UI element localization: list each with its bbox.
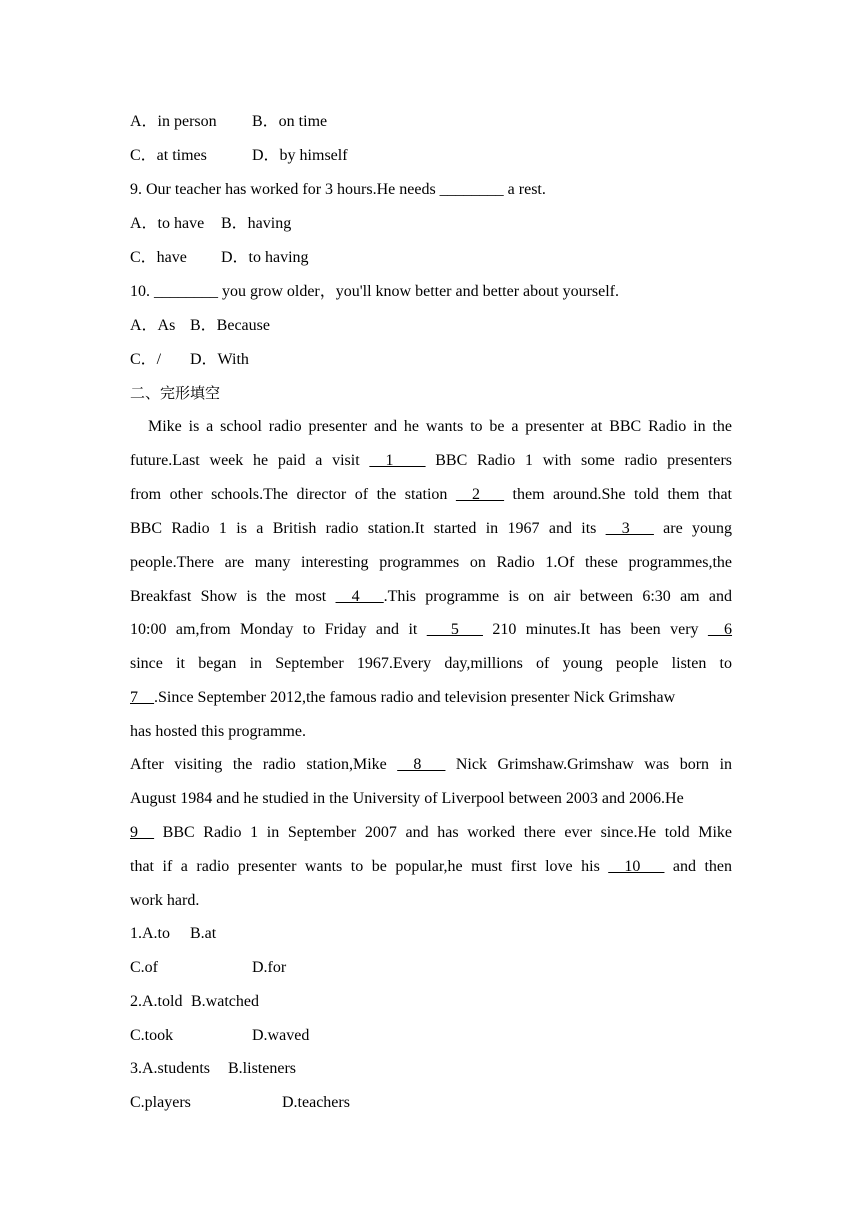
q9-option-a: A．to have (130, 215, 205, 232)
blank-4: __4___ (335, 588, 384, 605)
cloze-2-option-b: B.watched (191, 993, 259, 1010)
cloze-2-options-cd (130, 1026, 732, 1046)
q10-option-d: D．With (190, 351, 249, 368)
cloze-1-option-d: D.for (252, 959, 287, 976)
blank-5: ___5___ (426, 621, 483, 638)
cloze-2-option-d: D.waved (252, 1027, 310, 1044)
cloze-3-option-d: D.teachers (282, 1094, 350, 1111)
blank-10: __10___ (608, 858, 665, 875)
q10-option-b: B．Because (190, 317, 270, 334)
passage-line-12: August 1984 and he studied in the University of Liverpool between 2003 and 2006.He (130, 790, 684, 807)
q9-option-c: C．have (130, 249, 187, 266)
q8-options-row2 (130, 146, 732, 166)
q8-option-a: A．in person (130, 113, 217, 130)
q10-option-a: A．As (130, 317, 176, 334)
passage-line-8: since it began in September 1967.Every day,millions of young people listen to (130, 655, 732, 672)
passage-line-13: 9__ BBC Radio 1 in September 2007 and has worked there ever since.He told Mike (130, 824, 733, 841)
passage-line-3: from other schools.The director of the station __2___ them around.She told them that (130, 486, 732, 503)
q9-options-row1 (130, 214, 732, 234)
cloze-3-options-ab (130, 1059, 732, 1079)
passage-line-1: Mike is a school radio presenter and he wants to be a presenter at BBC Radio in the (148, 418, 732, 435)
passage-line-4: BBC Radio 1 is a British radio station.It started in 1967 and its __3___ are young (130, 520, 733, 537)
q9-options-row2 (130, 248, 732, 268)
passage-line-5: people.There are many interesting programmes on Radio 1.Of these programmes,the (130, 554, 732, 571)
cloze-1-option-a: 1.A.to (130, 925, 170, 942)
q9-question: 9. Our teacher has worked for 3 hours.He needs ________ a rest. (130, 181, 546, 198)
q8-options-row1 (130, 112, 732, 132)
cloze-1-option-c: C.of (130, 959, 158, 976)
passage-line-14: that if a radio presenter wants to be popular,he must first love his __10___ and then (130, 858, 733, 875)
blank-7: 7__ (130, 689, 154, 706)
passage-line-7: 10:00 am,from Monday to Friday and it ___5___ 210 minutes.It has been very __6 (130, 621, 733, 638)
blank-3: __3___ (605, 520, 654, 537)
blank-2: __2___ (455, 486, 504, 503)
cloze-3-option-c: C.players (130, 1094, 191, 1111)
passage-line-15: work hard. (130, 892, 200, 909)
q9-option-d: D．to having (221, 249, 309, 266)
cloze-2-options-ab (130, 992, 732, 1012)
section-heading: 二、完形填空 (130, 384, 221, 402)
cloze-1-options-ab (130, 924, 732, 944)
cloze-1-option-b: B.at (190, 925, 217, 942)
cloze-1-options-cd (130, 958, 732, 978)
passage-line-2: future.Last week he paid a visit __1____ BBC Radio 1 with some radio presenters (130, 452, 733, 469)
cloze-2-option-a: 2.A.told (130, 993, 183, 1010)
passage-line-10: has hosted this programme. (130, 723, 306, 740)
blank-8: __8___ (397, 756, 446, 773)
cloze-3-option-a: 3.A.students (130, 1060, 210, 1077)
blank-9: 9__ (130, 824, 154, 841)
cloze-3-option-b: B.listeners (228, 1060, 296, 1077)
q10-options-row1 (130, 316, 732, 336)
cloze-2-option-c: C.took (130, 1027, 174, 1044)
passage-line-9: 7__.Since September 2012,the famous radio and television presenter Nick Grimshaw (130, 689, 676, 706)
q9-option-b: B．having (221, 215, 292, 232)
passage-line-11: After visiting the radio station,Mike __8___ Nick Grimshaw.Grimshaw was born in (130, 756, 733, 773)
q10-options-row2 (130, 350, 732, 370)
q8-option-c: C．at times (130, 147, 207, 164)
q10-question: 10. ________ you grow older，you'll know better and better about yourself. (130, 283, 620, 300)
q10-option-c: C．/ (130, 351, 162, 368)
passage-line-6: Breakfast Show is the most __4___.This programme is on air between 6:30 am and (130, 588, 733, 605)
blank-1: __1____ (369, 452, 426, 469)
cloze-3-options-cd (130, 1093, 732, 1113)
q8-option-b: B．on time (252, 113, 328, 130)
blank-6: __6 (708, 621, 733, 638)
q8-option-d: D．by himself (252, 147, 348, 164)
